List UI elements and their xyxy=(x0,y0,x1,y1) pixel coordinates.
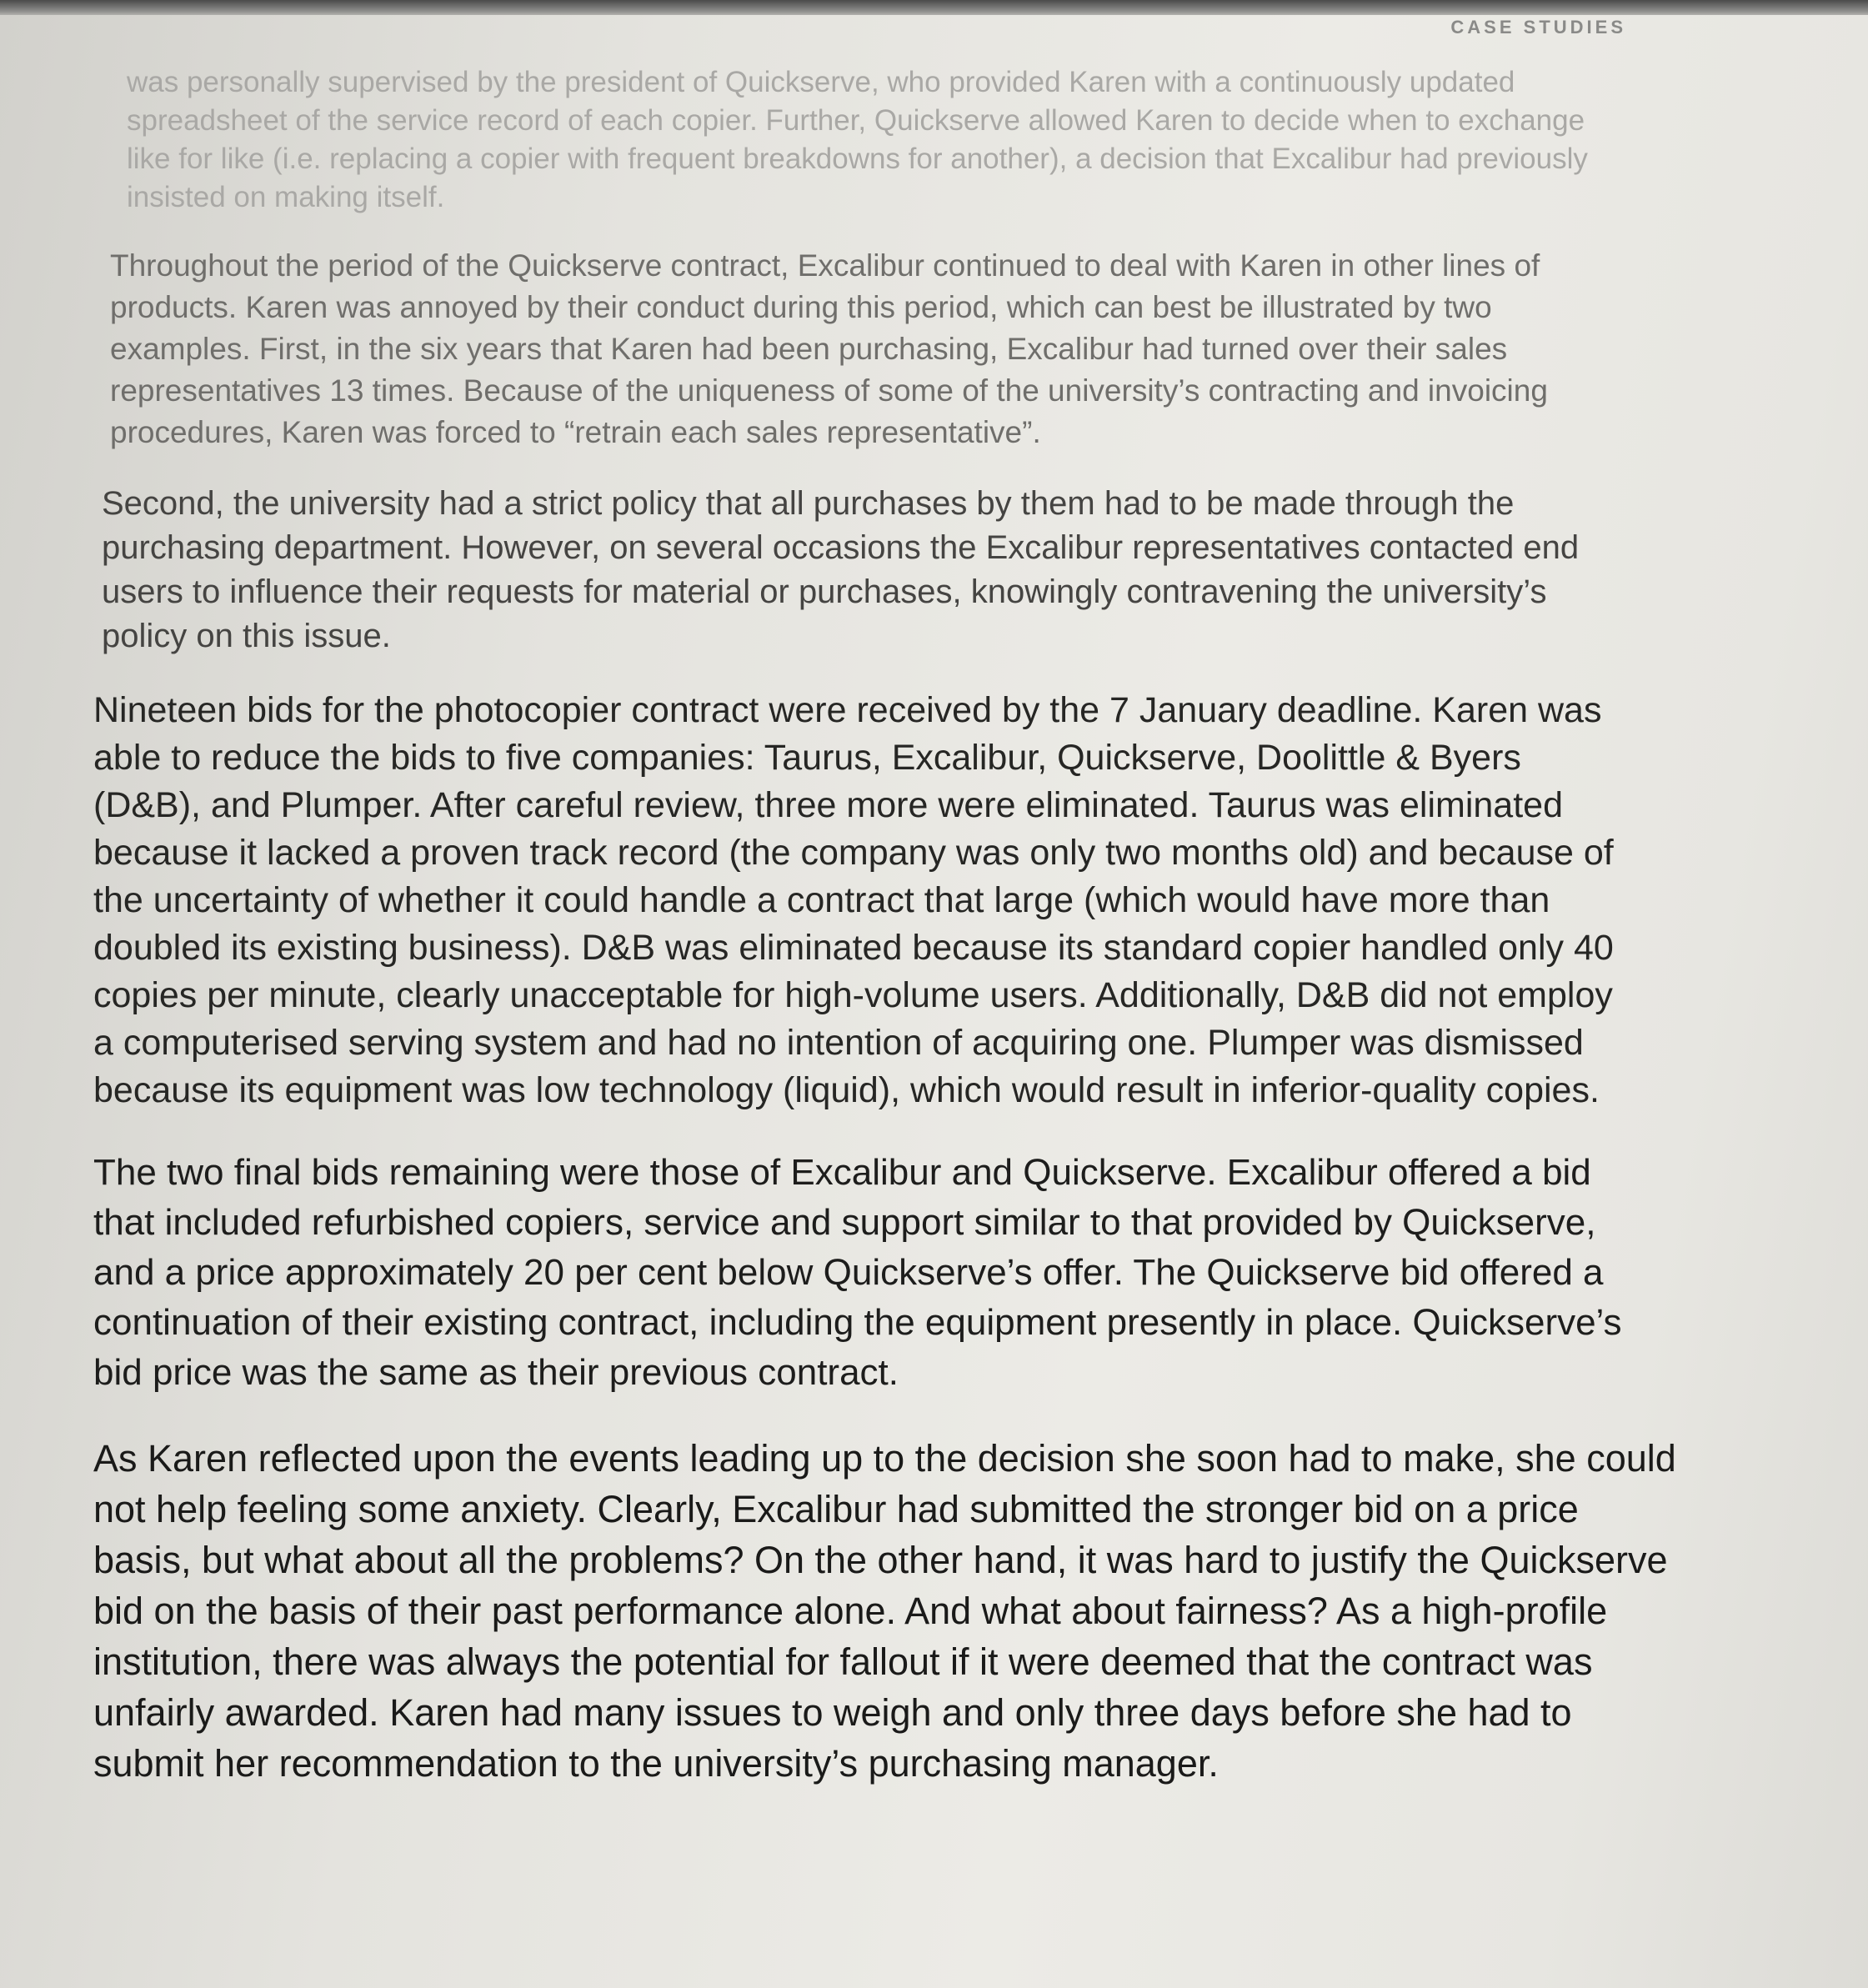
paragraph-5: The two final bids remaining were those of Excalibur and Quickserve. Excalibur offered a bid that included refurbished copiers, service and support similar to that provided by Quickserve, and a price approximately 20 per cent below Quickserve’s offer. The Quickserve bid offered a continuation of their existing contract, including the equipment presently in place. Quickserve’s bid price was the same as their previous contract. xyxy=(93,1152,1622,1393)
book-page xyxy=(0,15,1868,1988)
paragraph-6: As Karen reflected upon the events leading up to the decision she soon had to make, she could not help feeling some anxiety. Clearly, Excalibur had submitted the stronger bid on a price basis, but what about all the problems? On the other hand, it was hard to justify the Quickserve bid on the basis of their past performance alone. And what about fairness? As a high-profile institution, there was always the potential for fallout if it were deemed that the contract was unfairly awarded. Karen had many issues to weigh and only three days before she had to submit her recommendation to the university’s purchasing manager. xyxy=(93,1437,1676,1785)
paragraph-3: Second, the university had a strict policy that all purchases by them had to be made through the purchasing department. However, on several occasions the Excalibur representatives contacted end users to influence their requests for material or purchases, knowingly contravening the university’s policy on this issue. xyxy=(102,485,1580,654)
paragraph-4: Nineteen bids for the photocopier contract were received by the 7 January deadline. Karen was able to reduce the bids to five companies: Taurus, Excalibur, Quickserve, Doolittle & Byers (D&B), and Plumper. After careful review, three more were eliminated. Taurus was eliminated because it lacked a proven track record (the company was only two months old) and because of the uncertainty of whether it could handle a contract that large (which would have more than doubled its existing business). D&B was eliminated because its standard copier handled only 40 copies per minute, clearly unacceptable for high-volume users. Additionally, D&B did not employ a computerised serving system and had no intention of acquiring one. Plumper was dismissed because its equipment was low technology (liquid), which would result in inferior-quality copies. xyxy=(93,690,1614,1110)
running-head: CASE STUDIES xyxy=(1450,17,1626,38)
body-text xyxy=(93,63,1676,1817)
paragraph-1: was personally supervised by the president of Quickserve, who provided Karen with a continuously updated spreadsheet of the service record of each copier. Further, Quickserve allowed Karen to decide when to exchange like for like (i.e. replacing a copier with frequent breakdowns for another), a decision that Excalibur had previously insisted on making itself. xyxy=(127,66,1588,213)
paragraph-2: Throughout the period of the Quickserve contract, Excalibur continued to deal with Karen in other lines of products. Karen was annoyed by their conduct during this period, which can best be illustrated by two examples. First, in the six years that Karen had been purchasing, Excalibur had turned over their sales representatives 13 times. Because of the uniqueness of some of the university’s contracting and invoicing procedures, Karen was forced to “retrain each sales representative”. xyxy=(110,248,1548,449)
